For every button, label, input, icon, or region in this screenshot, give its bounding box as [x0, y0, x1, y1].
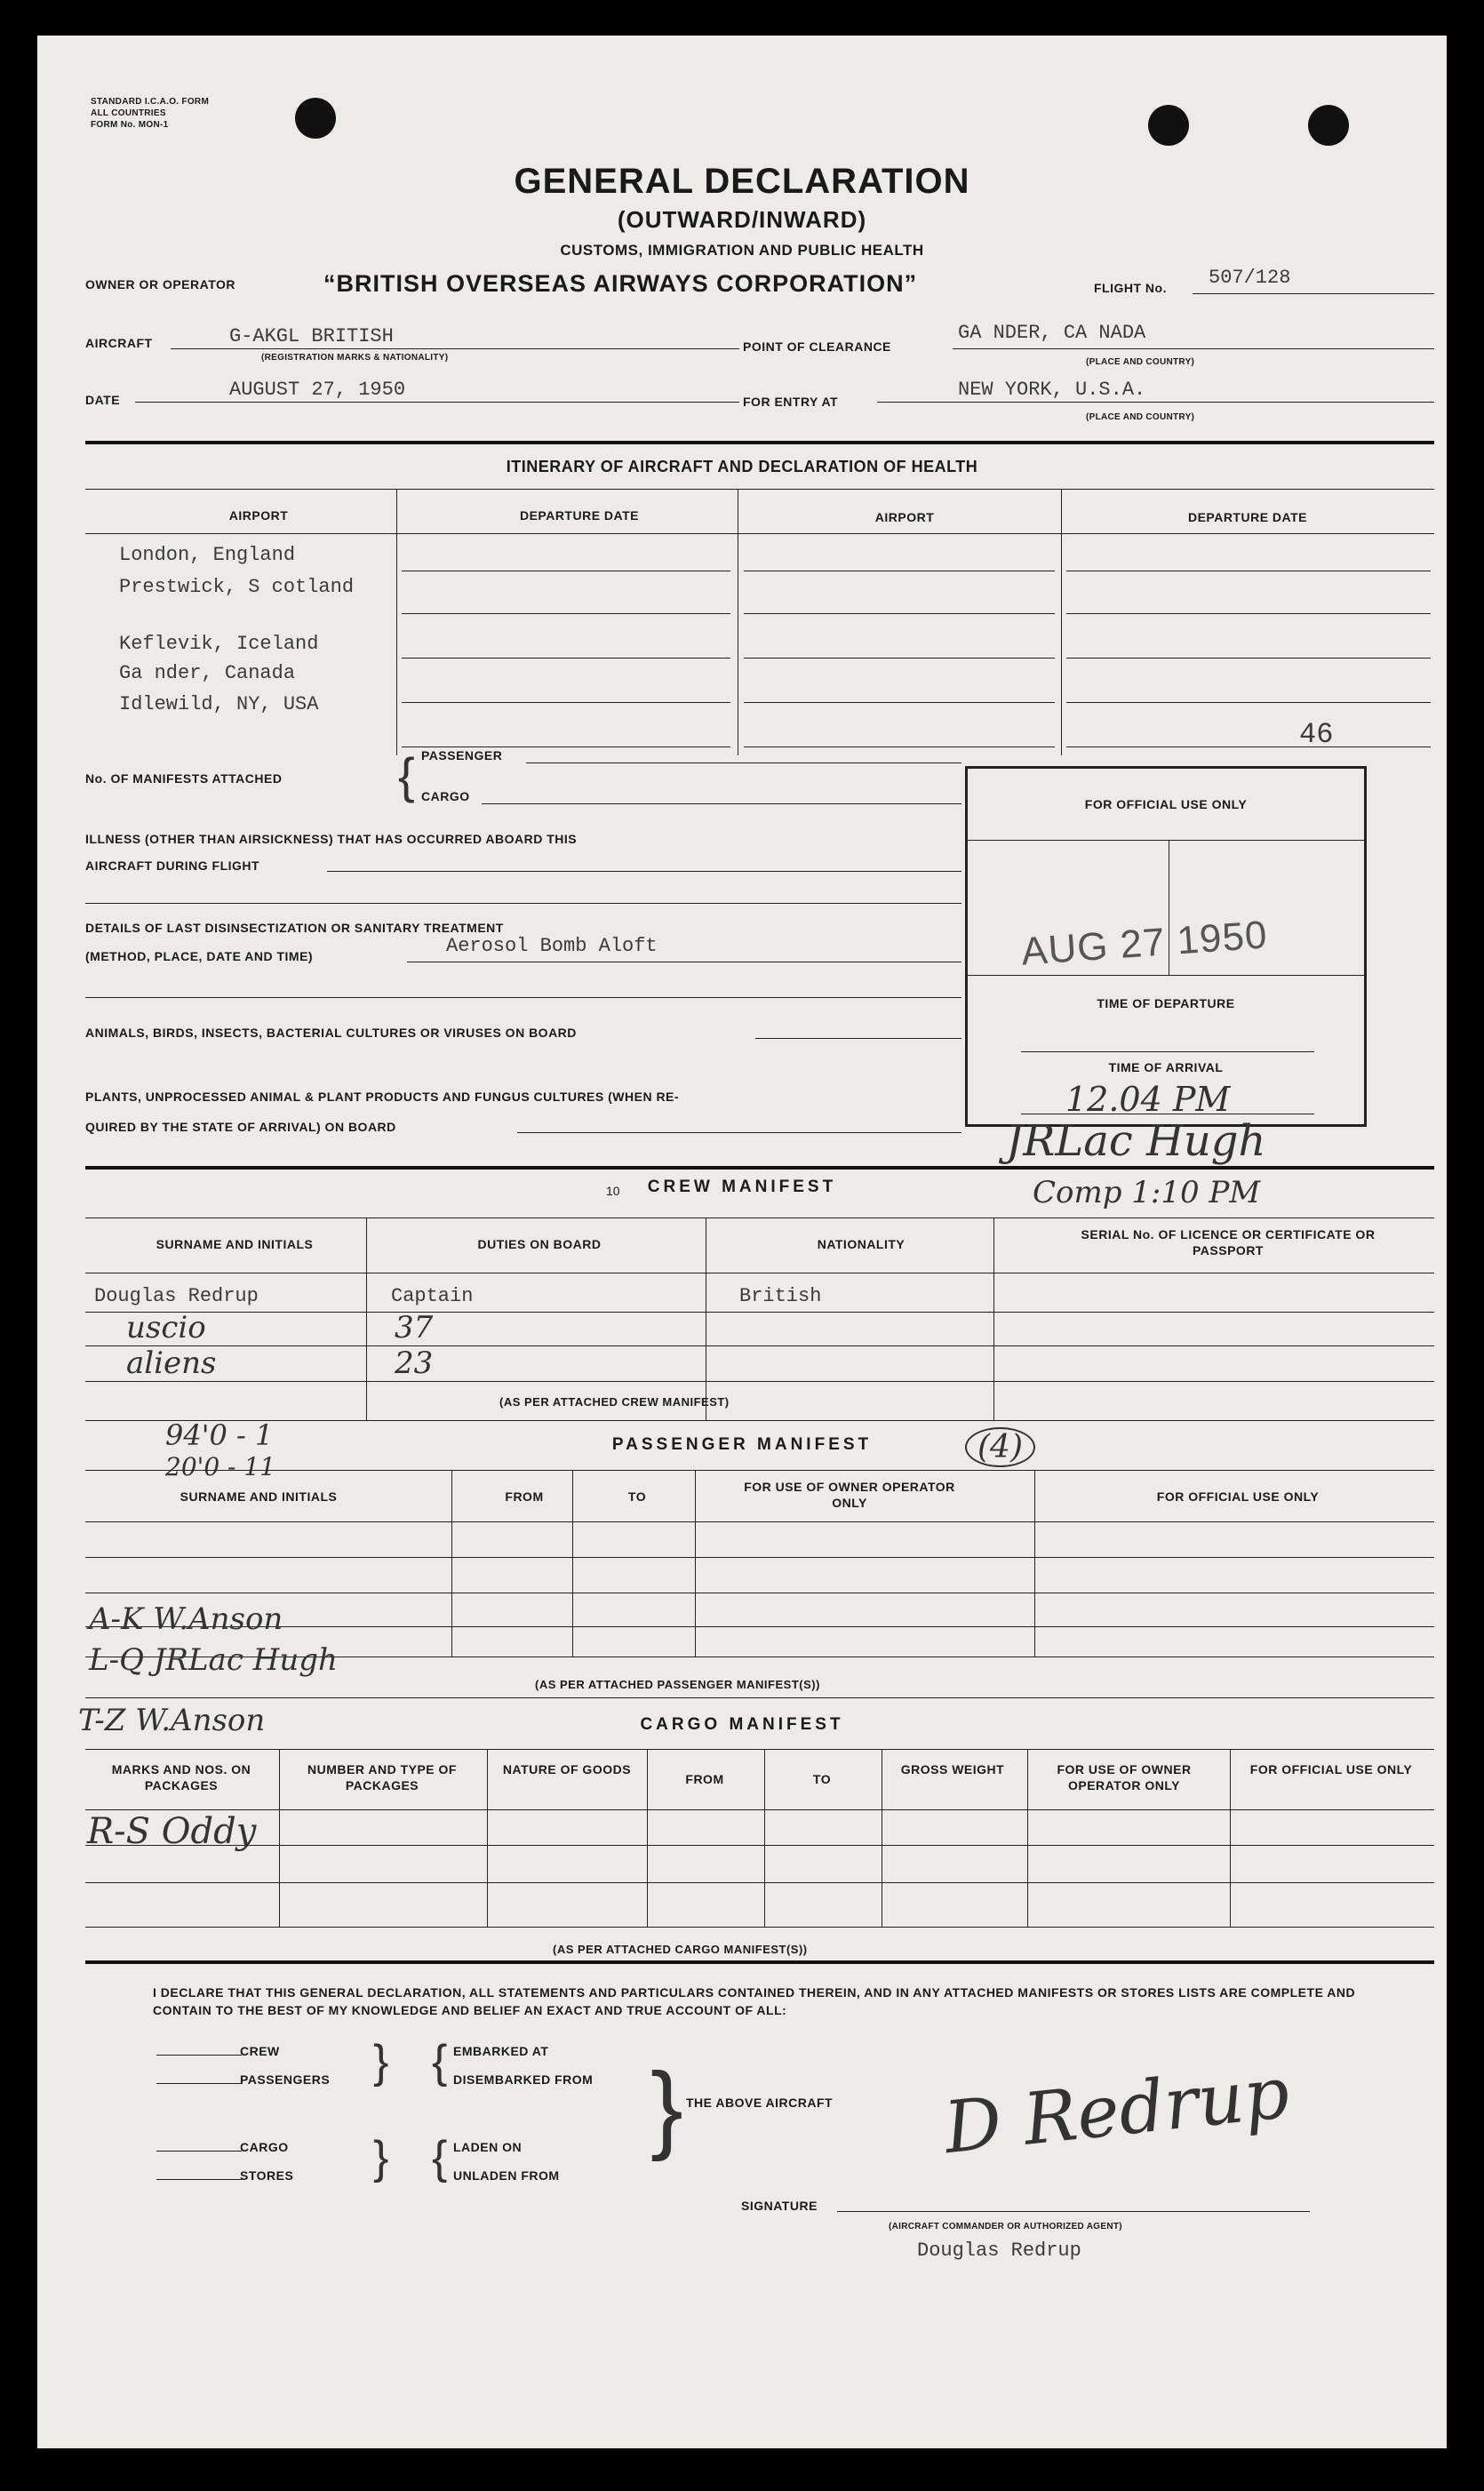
date-label: DATE	[85, 393, 121, 407]
crew-count: 10	[606, 1184, 620, 1198]
cargo-title: CARGO MANIFEST	[640, 1715, 844, 1734]
aircraft-sub: (REGISTRATION MARKS & NATIONALITY)	[261, 353, 449, 363]
declaration-text: I DECLARE THAT THIS GENERAL DECLARATION, ALL STATEMENTS AND PARTICULARS CONTAINED THEREIN, AND IN ANY ATTACHED MANIFESTS OR STORES LISTS ARE COMPLETE AND CONTAIN TO THE BEST OF MY KNOWLEDGE AND BELIEF AN EXACT AND TRUE ACCOUNT OF ALL:	[153, 1985, 1356, 2017]
illness-label1: ILLNESS (OTHER THAN AIRSICKNESS) THAT HAS OCCURRED ABOARD THIS	[85, 832, 578, 846]
entry-value: NEW YORK, U.S.A.	[958, 379, 1146, 401]
cargo-footer: (AS PER ATTACHED CARGO MANIFEST(S))	[553, 1943, 808, 1956]
crew-footer: (AS PER ATTACHED CREW MANIFEST)	[499, 1395, 730, 1409]
form-id-line2: ALL COUNTRIES	[91, 108, 166, 118]
passenger-handwritten: 94'0 - 1	[165, 1418, 274, 1452]
form-subtitle: (OUTWARD/INWARD)	[617, 206, 867, 233]
manifests-label: No. OF MANIFESTS ATTACHED	[85, 771, 283, 786]
cargo-header-packages: NUMBER AND TYPE OF PACKAGES	[307, 1762, 457, 1792]
arrival-time-value: 12.04 PM	[1065, 1080, 1231, 1119]
decl-disembarked: DISEMBARKED FROM	[453, 2072, 594, 2087]
passenger-note: A-K W.Anson	[89, 1601, 283, 1637]
punch-hole	[295, 98, 336, 139]
decl-stores: STORES	[240, 2168, 294, 2183]
crew-header-nationality: NATIONALITY	[817, 1237, 906, 1251]
crew-header-name: SURNAME AND INITIALS	[156, 1237, 314, 1251]
passenger-count: (4)	[965, 1427, 1035, 1467]
handwritten-time: Comp 1:10 PM	[1033, 1175, 1261, 1210]
cargo-header-marks: MARKS AND NOS. ON PACKAGES	[111, 1762, 251, 1792]
itinerary-airport: London, England	[119, 544, 296, 566]
passenger-label: PASSENGER	[421, 748, 503, 762]
date-value: AUGUST 27, 1950	[229, 379, 406, 401]
animals-label: ANIMALS, BIRDS, INSECTS, BACTERIAL CULTURES OR VIRUSES ON BOARD	[85, 1026, 577, 1040]
punch-hole	[1148, 105, 1189, 146]
time-departure-label: TIME OF DEPARTURE	[1097, 996, 1235, 1010]
crew-name: uscio	[126, 1310, 206, 1345]
brace: {	[432, 2132, 448, 2184]
form-subtitle2: CUSTOMS, IMMIGRATION AND PUBLIC HEALTH	[560, 242, 924, 259]
form-title: GENERAL DECLARATION	[514, 162, 970, 201]
plants-label2: QUIRED BY THE STATE OF ARRIVAL) ON BOARD	[85, 1120, 396, 1134]
decl-unladen: UNLADEN FROM	[453, 2168, 560, 2183]
passenger-header-to: TO	[627, 1489, 647, 1504]
signature-sub: (AIRCRAFT COMMANDER OR AUTHORIZED AGENT)	[889, 2222, 1122, 2232]
cargo-note: R-S Oddy	[87, 1811, 257, 1852]
cargo-header-to: TO	[812, 1772, 832, 1786]
crew-duty: 37	[395, 1310, 434, 1345]
aircraft-value: G-AKGL BRITISH	[229, 325, 394, 347]
cargo-header-weight: GROSS WEIGHT	[900, 1762, 1005, 1776]
decl-crew: CREW	[240, 2044, 280, 2058]
crew-title: CREW MANIFEST	[647, 1178, 837, 1196]
itinerary-title: ITINERARY OF AIRCRAFT AND DECLARATION OF HEALTH	[506, 458, 978, 475]
crew-name: Douglas Redrup	[94, 1285, 259, 1307]
entry-sub: (PLACE AND COUNTRY)	[1086, 412, 1195, 422]
crew-nationality: British	[739, 1285, 822, 1307]
crew-header-duties: DUTIES ON BOARD	[477, 1237, 602, 1251]
passenger-note: L-Q JRLac Hugh	[89, 1642, 338, 1678]
signature-label: SIGNATURE	[741, 2199, 818, 2213]
crew-header-serial: SERIAL No. OF LICENCE OR CERTIFICATE OR PASSPORT	[1081, 1227, 1376, 1257]
decl-passengers: PASSENGERS	[240, 2072, 331, 2087]
time-arrival-label: TIME OF ARRIVAL	[1108, 1060, 1224, 1074]
decl-laden: LADEN ON	[453, 2140, 523, 2154]
passenger-handwritten: 20'0 - 11	[165, 1452, 276, 1481]
date-stamp: AUG 27 1950	[1019, 913, 1269, 974]
handwritten-initials: JRLac Hugh	[1006, 1116, 1266, 1166]
crew-duty: 23	[395, 1345, 434, 1381]
owner-value: “BRITISH OVERSEAS AIRWAYS CORPORATION”	[323, 270, 918, 297]
itinerary-airport: Prestwick, S cotland	[119, 576, 355, 598]
clearance-label: POINT OF CLEARANCE	[743, 339, 891, 354]
passenger-header-name: SURNAME AND INITIALS	[180, 1489, 338, 1504]
aircraft-label: AIRCRAFT	[85, 336, 153, 350]
itinerary-header-date1: DEPARTURE DATE	[519, 508, 640, 523]
disinsect-value: Aerosol Bomb Aloft	[446, 935, 658, 957]
itinerary-header-date2: DEPARTURE DATE	[1187, 510, 1308, 524]
itinerary-header-airport2: AIRPORT	[874, 510, 935, 524]
passenger-title: PASSENGER MANIFEST	[611, 1435, 873, 1454]
entry-label: FOR ENTRY AT	[743, 395, 839, 409]
declaration-sheet	[37, 36, 1447, 2448]
cargo-header-nature: NATURE OF GOODS	[502, 1762, 632, 1776]
disinsect-label2: (METHOD, PLACE, DATE AND TIME)	[85, 949, 314, 963]
passenger-footer: (AS PER ATTACHED PASSENGER MANIFEST(S))	[535, 1678, 820, 1691]
official-use-box	[965, 766, 1367, 1127]
itinerary-header-airport1: AIRPORT	[228, 508, 289, 523]
brace: }	[650, 2053, 683, 2162]
cargo-note: T-Z W.Anson	[78, 1703, 266, 1738]
signature-hand: D Redrup	[940, 2050, 1294, 2170]
form-id-line1: STANDARD I.C.A.O. FORM	[91, 97, 210, 107]
form-id	[91, 96, 209, 131]
passenger-header-official: FOR OFFICIAL USE ONLY	[1156, 1489, 1320, 1504]
illness-label2: AIRCRAFT DURING FLIGHT	[85, 858, 260, 873]
cargo-header-from: FROM	[685, 1772, 724, 1786]
cargo-header-official: FOR OFFICIAL USE ONLY	[1249, 1762, 1413, 1776]
brace: {	[398, 747, 415, 803]
brace: {	[432, 2036, 448, 2088]
cargo-header-owner: FOR USE OF OWNER OPERATOR ONLY	[1057, 1762, 1192, 1792]
signature-name: Douglas Redrup	[917, 2240, 1081, 2262]
brace: }	[373, 2036, 389, 2088]
decl-embarked: EMBARKED AT	[453, 2044, 549, 2058]
passenger-header-owner: FOR USE OF OWNER OPERATOR ONLY	[744, 1480, 955, 1510]
number-46: 46	[1299, 718, 1334, 751]
decl-cargo: CARGO	[240, 2140, 289, 2154]
flight-label: FLIGHT No.	[1094, 281, 1167, 295]
punch-hole	[1308, 105, 1349, 146]
clearance-sub: (PLACE AND COUNTRY)	[1086, 357, 1195, 367]
decl-above-aircraft: THE ABOVE AIRCRAFT	[686, 2096, 834, 2110]
itinerary-airport: Keflevik, Iceland	[119, 633, 319, 655]
itinerary-airport: Idlewild, NY, USA	[119, 693, 319, 715]
disinsect-label1: DETAILS OF LAST DISINSECTIZATION OR SANITARY TREATMENT	[85, 921, 504, 935]
plants-label1: PLANTS, UNPROCESSED ANIMAL & PLANT PRODUCTS AND FUNGUS CULTURES (WHEN RE-	[85, 1090, 680, 1104]
crew-duty: Captain	[391, 1285, 474, 1307]
passenger-header-from: FROM	[505, 1489, 544, 1504]
crew-name: aliens	[126, 1345, 217, 1381]
itinerary-airport: Ga nder, Canada	[119, 662, 296, 684]
owner-label: OWNER OR OPERATOR	[85, 277, 235, 291]
form-id-line3: FORM No. MON-1	[91, 120, 169, 130]
brace: }	[373, 2132, 389, 2184]
flight-value: 507/128	[1209, 267, 1291, 289]
clearance-value: GA NDER, CA NADA	[958, 322, 1146, 344]
official-use-label: FOR OFFICIAL USE ONLY	[1084, 797, 1248, 811]
cargo-label: CARGO	[421, 789, 470, 803]
